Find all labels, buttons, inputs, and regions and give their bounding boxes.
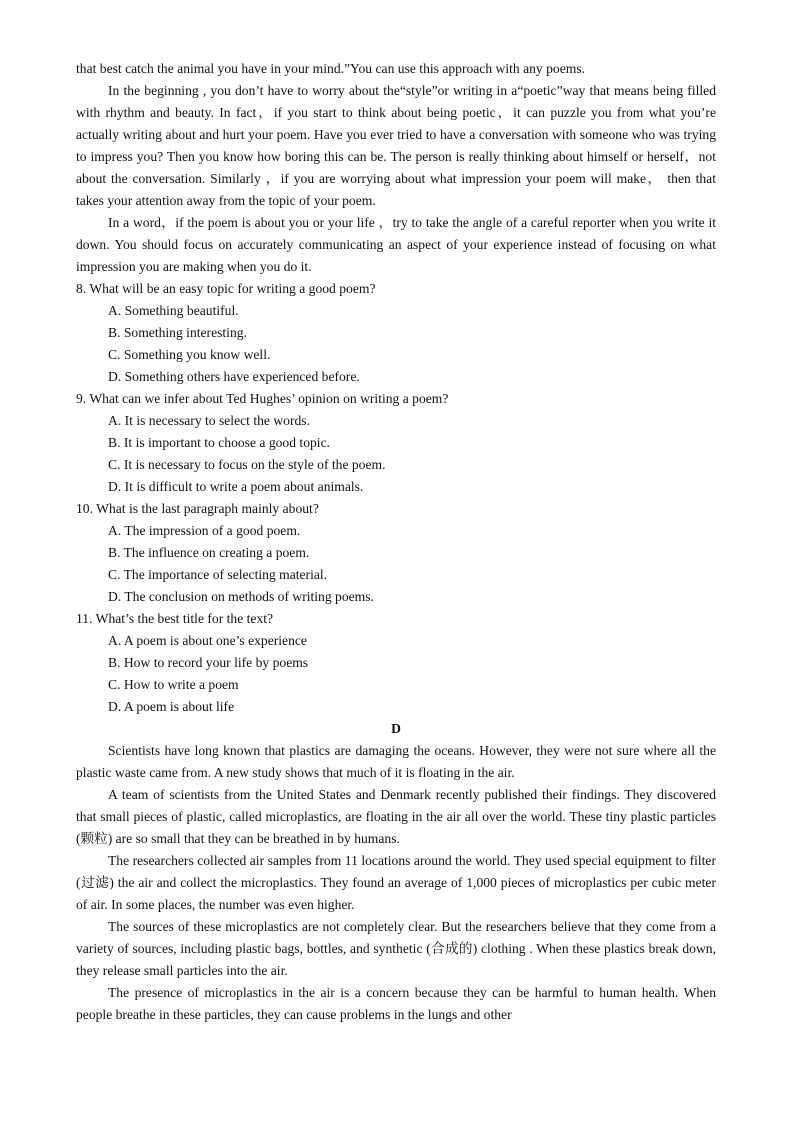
passage-d-paragraph: Scientists have long known that plastics are damaging the oceans. However, they were not sure where all the plastic waste came from. A new study shows that much of it is floating in the air. (76, 743, 716, 780)
question-option: B. It is important to choose a good topic. (108, 435, 331, 450)
page-content (76, 58, 716, 1026)
question-option: A. Something beautiful. (108, 303, 239, 318)
question-8 (76, 278, 716, 388)
passage-d-heading: D (391, 721, 401, 736)
question-option: B. How to record your life by poems (108, 655, 309, 670)
question-option: C. The importance of selecting material. (108, 567, 328, 582)
question-option: D. It is difficult to write a poem about animals. (108, 479, 364, 494)
question-stem: 11. What’s the best title for the text? (76, 611, 274, 626)
question-option: B. Something interesting. (108, 325, 247, 340)
question-option: A. A poem is about one’s experience (108, 633, 307, 648)
question-11 (76, 608, 716, 718)
question-option: A. The impression of a good poem. (108, 523, 301, 538)
question-9 (76, 388, 716, 498)
question-stem: 9. What can we infer about Ted Hughes’ opinion on writing a poem? (76, 391, 449, 406)
question-option: D. A poem is about life (108, 699, 235, 714)
passage-d-paragraph: The sources of these microplastics are not completely clear. But the researchers believe that they come from a variety of sources, including plastic bags, bottles, and synthetic (合成的) clothing . When these plastics break down, they release small particles into the air. (76, 919, 716, 978)
question-stem: 8. What will be an easy topic for writing a good poem? (76, 281, 376, 296)
passage-c-paragraph: In the beginning , you don’t have to worry about the“style”or writing in a“poetic”way that means being filled with rhythm and beauty. In fact，if you start to think about being poetic，it can puzzle you from what you’re actually writing about and hurt your poem. Have you ever tried to have a conversation with someone who was trying to impress you? Then you know how boring this can be. The person is really thinking about himself or herself，not about the conversation. Similarly ，if you are worrying about what impression your poem will make， then that takes your attention away from the topic of your poem. (76, 83, 716, 208)
question-option: C. How to write a poem (108, 677, 239, 692)
question-option: B. The influence on creating a poem. (108, 545, 310, 560)
question-option: D. The conclusion on methods of writing poems. (108, 589, 374, 604)
passage-d-paragraph: The researchers collected air samples from 11 locations around the world. They used special equipment to filter (过滤) the air and collect the microplastics. They found an average of 1,000 pieces of microplastics per cubic meter of air. In some places, the number was even higher. (76, 853, 716, 912)
question-10 (76, 498, 716, 608)
passage-c-continuation: that best catch the animal you have in your mind.”You can use this approach with any poems. (76, 61, 586, 76)
question-stem: 10. What is the last paragraph mainly about? (76, 501, 319, 516)
passage-d-paragraph: A team of scientists from the United States and Denmark recently published their findings. They discovered that small pieces of plastic, called microplastics, are floating in the air all over the world. These tiny plastic particles (颗粒) are so small that they can be breathed in by humans. (76, 787, 716, 846)
question-option: A. It is necessary to select the words. (108, 413, 310, 428)
question-option: C. It is necessary to focus on the style of the poem. (108, 457, 386, 472)
passage-c-paragraph: In a word，if the poem is about you or your life ，try to take the angle of a careful reporter when you write it down. You should focus on accurately communicating an aspect of your experience instead of focusing on what impression you are making when you do it. (76, 215, 716, 274)
question-option: D. Something others have experienced before. (108, 369, 360, 384)
passage-d-paragraph: The presence of microplastics in the air is a concern because they can be harmful to human health. When people breathe in these particles, they can cause problems in the lungs and other (76, 985, 716, 1022)
question-option: C. Something you know well. (108, 347, 271, 362)
